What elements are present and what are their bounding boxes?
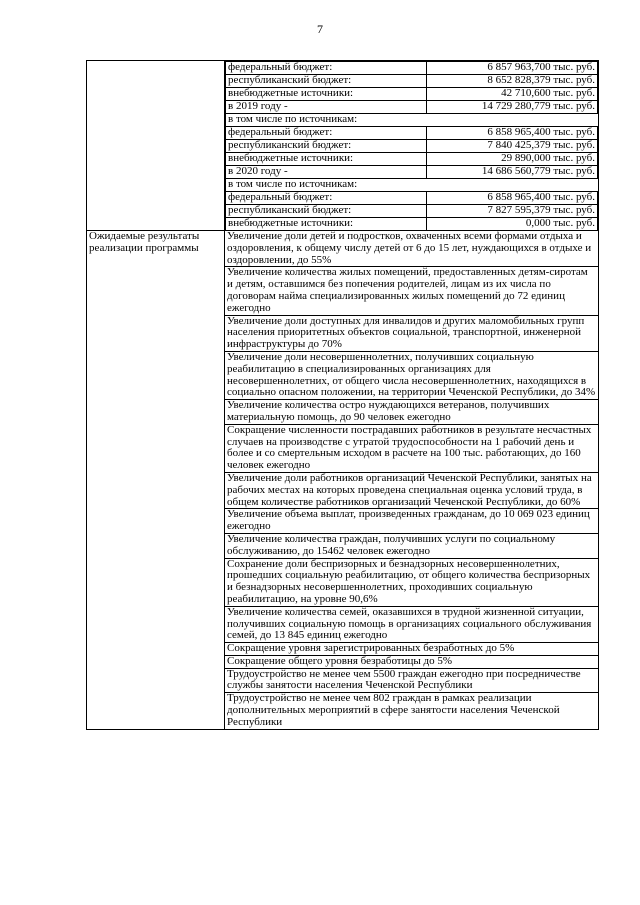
finance-line [226, 114, 598, 127]
finance-value: 6 858 965,400 тыс. руб. [427, 127, 598, 140]
result-item: Трудоустройство не менее чем 802 граждан в рамках реализации дополнительных мероприятий в сфере занятости населения Чеченской Республики [225, 693, 599, 729]
finance-value: 0,000 тыс. руб. [427, 218, 598, 231]
finance-line [226, 101, 598, 114]
finance-label: в том числе по источникам: [226, 179, 598, 192]
result-item: Сокращение общего уровня безработицы до 5% [225, 655, 599, 668]
finance-line [226, 88, 598, 101]
finance-value: 7 840 425,379 тыс. руб. [427, 140, 598, 153]
result-item: Увеличение доли несовершеннолетних, получивших социальную реабилитацию в специализированных организациях для несовершеннолетних, от общего числа несовершеннолетних, находящихся в социально опасном положении, на территории Чеченской Республики, до 34% [225, 351, 599, 399]
finance-line [226, 218, 598, 231]
finance-value: 14 729 280,779 тыс. руб. [427, 101, 598, 114]
finance-label: республиканский бюджет: [226, 75, 427, 88]
program-passport-table [86, 60, 599, 730]
finance-label: республиканский бюджет: [226, 205, 427, 218]
finance-label: внебюджетные источники: [226, 88, 427, 101]
finance-label: республиканский бюджет: [226, 140, 427, 153]
finance-value: 42 710,600 тыс. руб. [427, 88, 598, 101]
result-item: Увеличение количества граждан, получивших услуги по социальному обслуживанию, до 15462 человек ежегодно [225, 533, 599, 558]
finance-line [226, 75, 598, 88]
finance-value: 29 890,000 тыс. руб. [427, 153, 598, 166]
finance-label: федеральный бюджет: [226, 192, 427, 205]
finance-value: 6 858 965,400 тыс. руб. [427, 192, 598, 205]
result-item: Увеличение количества семей, оказавшихся в трудной жизненной ситуации, получивших социальную помощь в организациях социального обслуживания семей, до 13 845 единиц ежегодно [225, 606, 599, 642]
finance-line [226, 62, 598, 75]
finance-value: 6 857 963,700 тыс. руб. [427, 62, 598, 75]
finance-label: в 2019 году - [226, 101, 427, 114]
result-item: Увеличение объема выплат, произведенных гражданам, до 10 069 023 единиц ежегодно [225, 509, 599, 534]
result-item: Сохранение доли беспризорных и безнадзорных несовершеннолетних, прошедших социальную реабилитацию, от общего количества беспризорных и безнадзорных несовершеннолетних, проходивших социальную реабилитацию, на уровне 90,6% [225, 558, 599, 606]
finance-line [226, 205, 598, 218]
finance-line [226, 127, 598, 140]
finance-label: федеральный бюджет: [226, 62, 427, 75]
finance-label: в том числе по источникам: [226, 114, 598, 127]
finance-line [226, 153, 598, 166]
finance-table [225, 61, 598, 230]
result-item: Увеличение доли детей и подростков, охваченных всеми формами отдыха и оздоровления, к общему числу детей от 6 до 15 лет, нуждающихся в отдыхе и оздоровлении, до 55% [225, 231, 599, 267]
result-item: Увеличение количества жилых помещений, предоставленных детям-сиротам и детям, оставшимся без попечения родителей, лицам из их числа по договорам найма специализированных жилых помещений до 72 единиц ежегодно [225, 267, 599, 315]
result-item: Увеличение количества остро нуждающихся ветеранов, получивших материальную помощь, до 90 человек ежегодно [225, 400, 599, 425]
finance-value: 14 686 560,779 тыс. руб. [427, 166, 598, 179]
result-item: Увеличение доли доступных для инвалидов и других маломобильных групп населения приоритетных объектов социальной, транспортной, инженерной инфраструктуры до 70% [225, 315, 599, 351]
finance-line [226, 192, 598, 205]
results-heading: Ожидаемые результаты реализации программы [87, 231, 225, 730]
page-number: 7 [317, 22, 323, 36]
result-row [87, 231, 599, 267]
finance-line [226, 140, 598, 153]
result-item: Сокращение уровня зарегистрированных безработных до 5% [225, 643, 599, 656]
finance-label: в 2020 году - [226, 166, 427, 179]
result-item: Сокращение численности пострадавших работников в результате несчастных случаев на производстве с утратой трудоспособности на 1 рабочий день и более и со смертельным исходом в расчете на 100 тыс. работающих, до 160 человек ежегодно [225, 424, 599, 472]
finance-line [226, 179, 598, 192]
finance-label: внебюджетные источники: [226, 218, 427, 231]
finance-left-cell [87, 61, 225, 231]
finance-cell [225, 61, 599, 231]
result-item: Трудоустройство не менее чем 5500 граждан ежегодно при посредничестве службы занятости населения Чеченской Республики [225, 668, 599, 693]
finance-value: 8 652 828,379 тыс. руб. [427, 75, 598, 88]
finance-line [226, 166, 598, 179]
finance-value: 7 827 595,379 тыс. руб. [427, 205, 598, 218]
result-item: Увеличение доли работников организаций Чеченской Республики, занятых на рабочих местах на которых проведена специальная оценка условий труда, в общем количестве работников организаций Чеченской Республики, до 60% [225, 472, 599, 508]
finance-row [87, 61, 599, 231]
finance-label: федеральный бюджет: [226, 127, 427, 140]
finance-label: внебюджетные источники: [226, 153, 427, 166]
